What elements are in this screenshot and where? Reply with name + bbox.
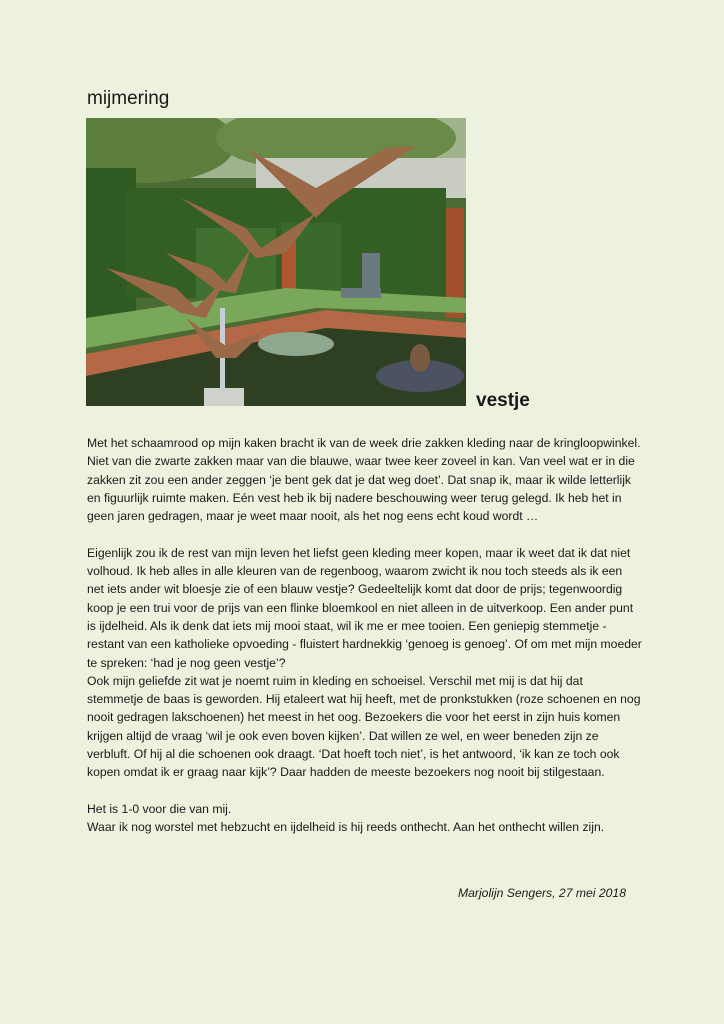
article-title: mijmering	[87, 88, 170, 109]
paragraph: Het is 1-0 voor die van mij.	[87, 801, 232, 816]
paragraph: Ook mijn geliefde zit wat je noemt ruim in kleding en schoeisel. Verschil met mij is dat hij dat stemmetje de baas is geworden. Hij etaleert wat hij heeft, met de pronkstukken (roze schoenen en nog nooit gedragen lakschoenen) het meest in het oog. Bezoekers die voor het eerst in zijn huis komen krijgen altijd de vraag ‘wil je ook even boven kijken’. Dat willen ze wel, en weer beneden zijn ze verbluft. Of hij al die schoenen ook draagt. ‘Dat hoeft toch niet’, is het antwoord, ‘ik kan ze toch ook kopen omdat ik er graag naar kijk’? Daar hadden de meeste bezoekers nog nooit bij stilgestaan.	[87, 673, 641, 780]
article-subtitle: vestje	[476, 390, 530, 411]
paragraph: Waar ik nog worstel met hebzucht en ijdelheid is hij reeds onthecht. Aan het onthecht willen zijn.	[87, 820, 605, 835]
article-body	[87, 434, 642, 837]
author-signature: Marjolijn Sengers, 27 mei 2018	[457, 886, 626, 900]
paragraph: Eigenlijk zou ik de rest van mijn leven het liefst geen kleding meer kopen, maar ik weet dat ik dat niet volhoud. Ik heb alles in alle kleuren van de regenboog, waarom zwicht ik nou toch steeds als ik een net iets ander wit bloesje zie of een blauw vestje? Gedeeltelijk komt dat door de prijs; tegenwoordig koop je een trui voor de prijs van een flinke bloemkool en niet alleen in de uitverkoop. Een ander punt is ijdelheid. Als ik denk dat iets mij mooi staat, wil ik me er mee tooien. Een geniepig stemmetje - restant van een katholieke opvoeding - fluistert hardnekkig ‘genoeg is genoeg’. Of om met mijn moeder te spreken: ‘had je nog geen vestje’?	[87, 545, 642, 670]
sculpture-photo	[86, 118, 466, 406]
paragraph: Met het schaamrood op mijn kaken bracht ik van de week drie zakken kleding naar de kringloopwinkel. Niet van die zwarte zakken maar van die blauwe, waar twee keer zoveel in kan. Van veel wat er in die zakken zit zou een ander zeggen ‘je bent gek dat je dat weg doet’. Dat snap ik, maar ik wilde letterlijk en figuurlijk ruimte maken. Eén vest heb ik bij nadere beschouwing weer terug gelegd. Ik heb het in geen jaren gedragen, maar je weet maar nooit, als het nog eens echt koud wordt …	[87, 436, 641, 524]
